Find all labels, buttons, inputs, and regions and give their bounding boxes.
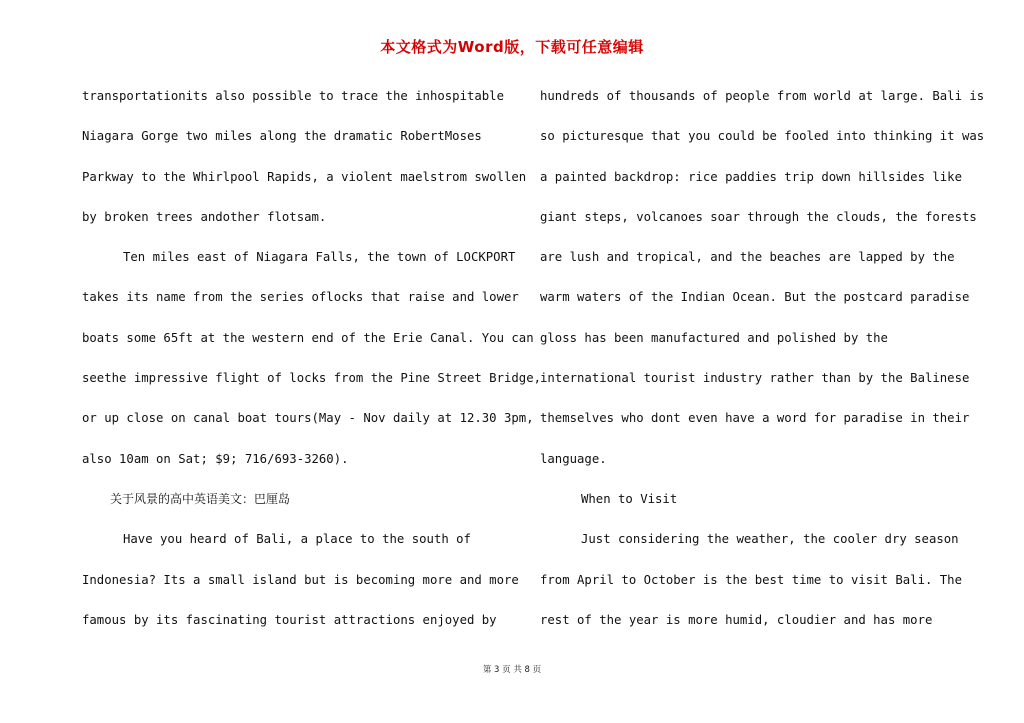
text-line: themselves who dont even have a word for paradise in their (540, 411, 970, 426)
text-line: boats some 65ft at the western end of the Erie Canal. You can (82, 330, 534, 345)
text-line: Niagara Gorge two miles along the dramatic RobertMoses (82, 129, 482, 144)
text-line: rest of the year is more humid, cloudier and has more (540, 612, 933, 627)
text-line: also 10am on Sat; $9; 716/693-3260). (82, 451, 349, 466)
left-text-column (82, 76, 542, 640)
text-line: hundreds of thousands of people from world at large. Bali is (540, 89, 985, 103)
text-line: or up close on canal boat tours(May - Nov daily at 12.30 3pm, (82, 411, 534, 426)
text-line: seethe impressive flight of locks from the Pine Street Bridge, (82, 371, 542, 386)
text-line: takes its name from the series oflocks that raise and lower (82, 290, 519, 305)
text-line: famous by its fascinating tourist attractions enjoyed by (82, 612, 497, 627)
text-line: giant steps, volcanoes soar through the clouds, the forests (540, 209, 977, 224)
paragraph-start-line: Have you heard of Bali, a place to the south of (123, 532, 471, 547)
text-line: so picturesque that you could be fooled into thinking it was (540, 129, 985, 144)
text-line: a painted backdrop: rice paddies trip down hillsides like (540, 169, 962, 184)
text-line: transportationits also possible to trace the inhospitable (82, 89, 504, 103)
right-text-column (540, 76, 985, 640)
section-heading: When to Visit (581, 491, 678, 506)
section-heading-cn: 关于风景的高中英语美文：巴厘岛 (110, 491, 291, 506)
page-number-footer: 第 3 页 共 8 页 (482, 665, 542, 675)
text-line: by broken trees andother flotsam. (82, 209, 327, 224)
paragraph-start-line: Ten miles east of Niagara Falls, the town of LOCKPORT (123, 250, 516, 265)
text-line: language. (540, 451, 607, 466)
text-line: Indonesia? Its a small island but is becoming more and more (82, 572, 519, 587)
text-line: are lush and tropical, and the beaches are lapped by the (540, 250, 955, 265)
text-line: international tourist industry rather than by the Balinese (540, 371, 970, 386)
text-line: warm waters of the Indian Ocean. But the postcard paradise (540, 290, 970, 305)
text-line: from April to October is the best time to visit Bali. The (540, 572, 962, 587)
text-line: Parkway to the Whirlpool Rapids, a violent maelstrom swollen (82, 169, 527, 184)
paragraph-start-line: Just considering the weather, the cooler dry season (581, 532, 959, 547)
document-header-title: 本文格式为Word版，下载可任意编辑 (380, 38, 644, 56)
text-line: gloss has been manufactured and polished by the (540, 330, 888, 345)
